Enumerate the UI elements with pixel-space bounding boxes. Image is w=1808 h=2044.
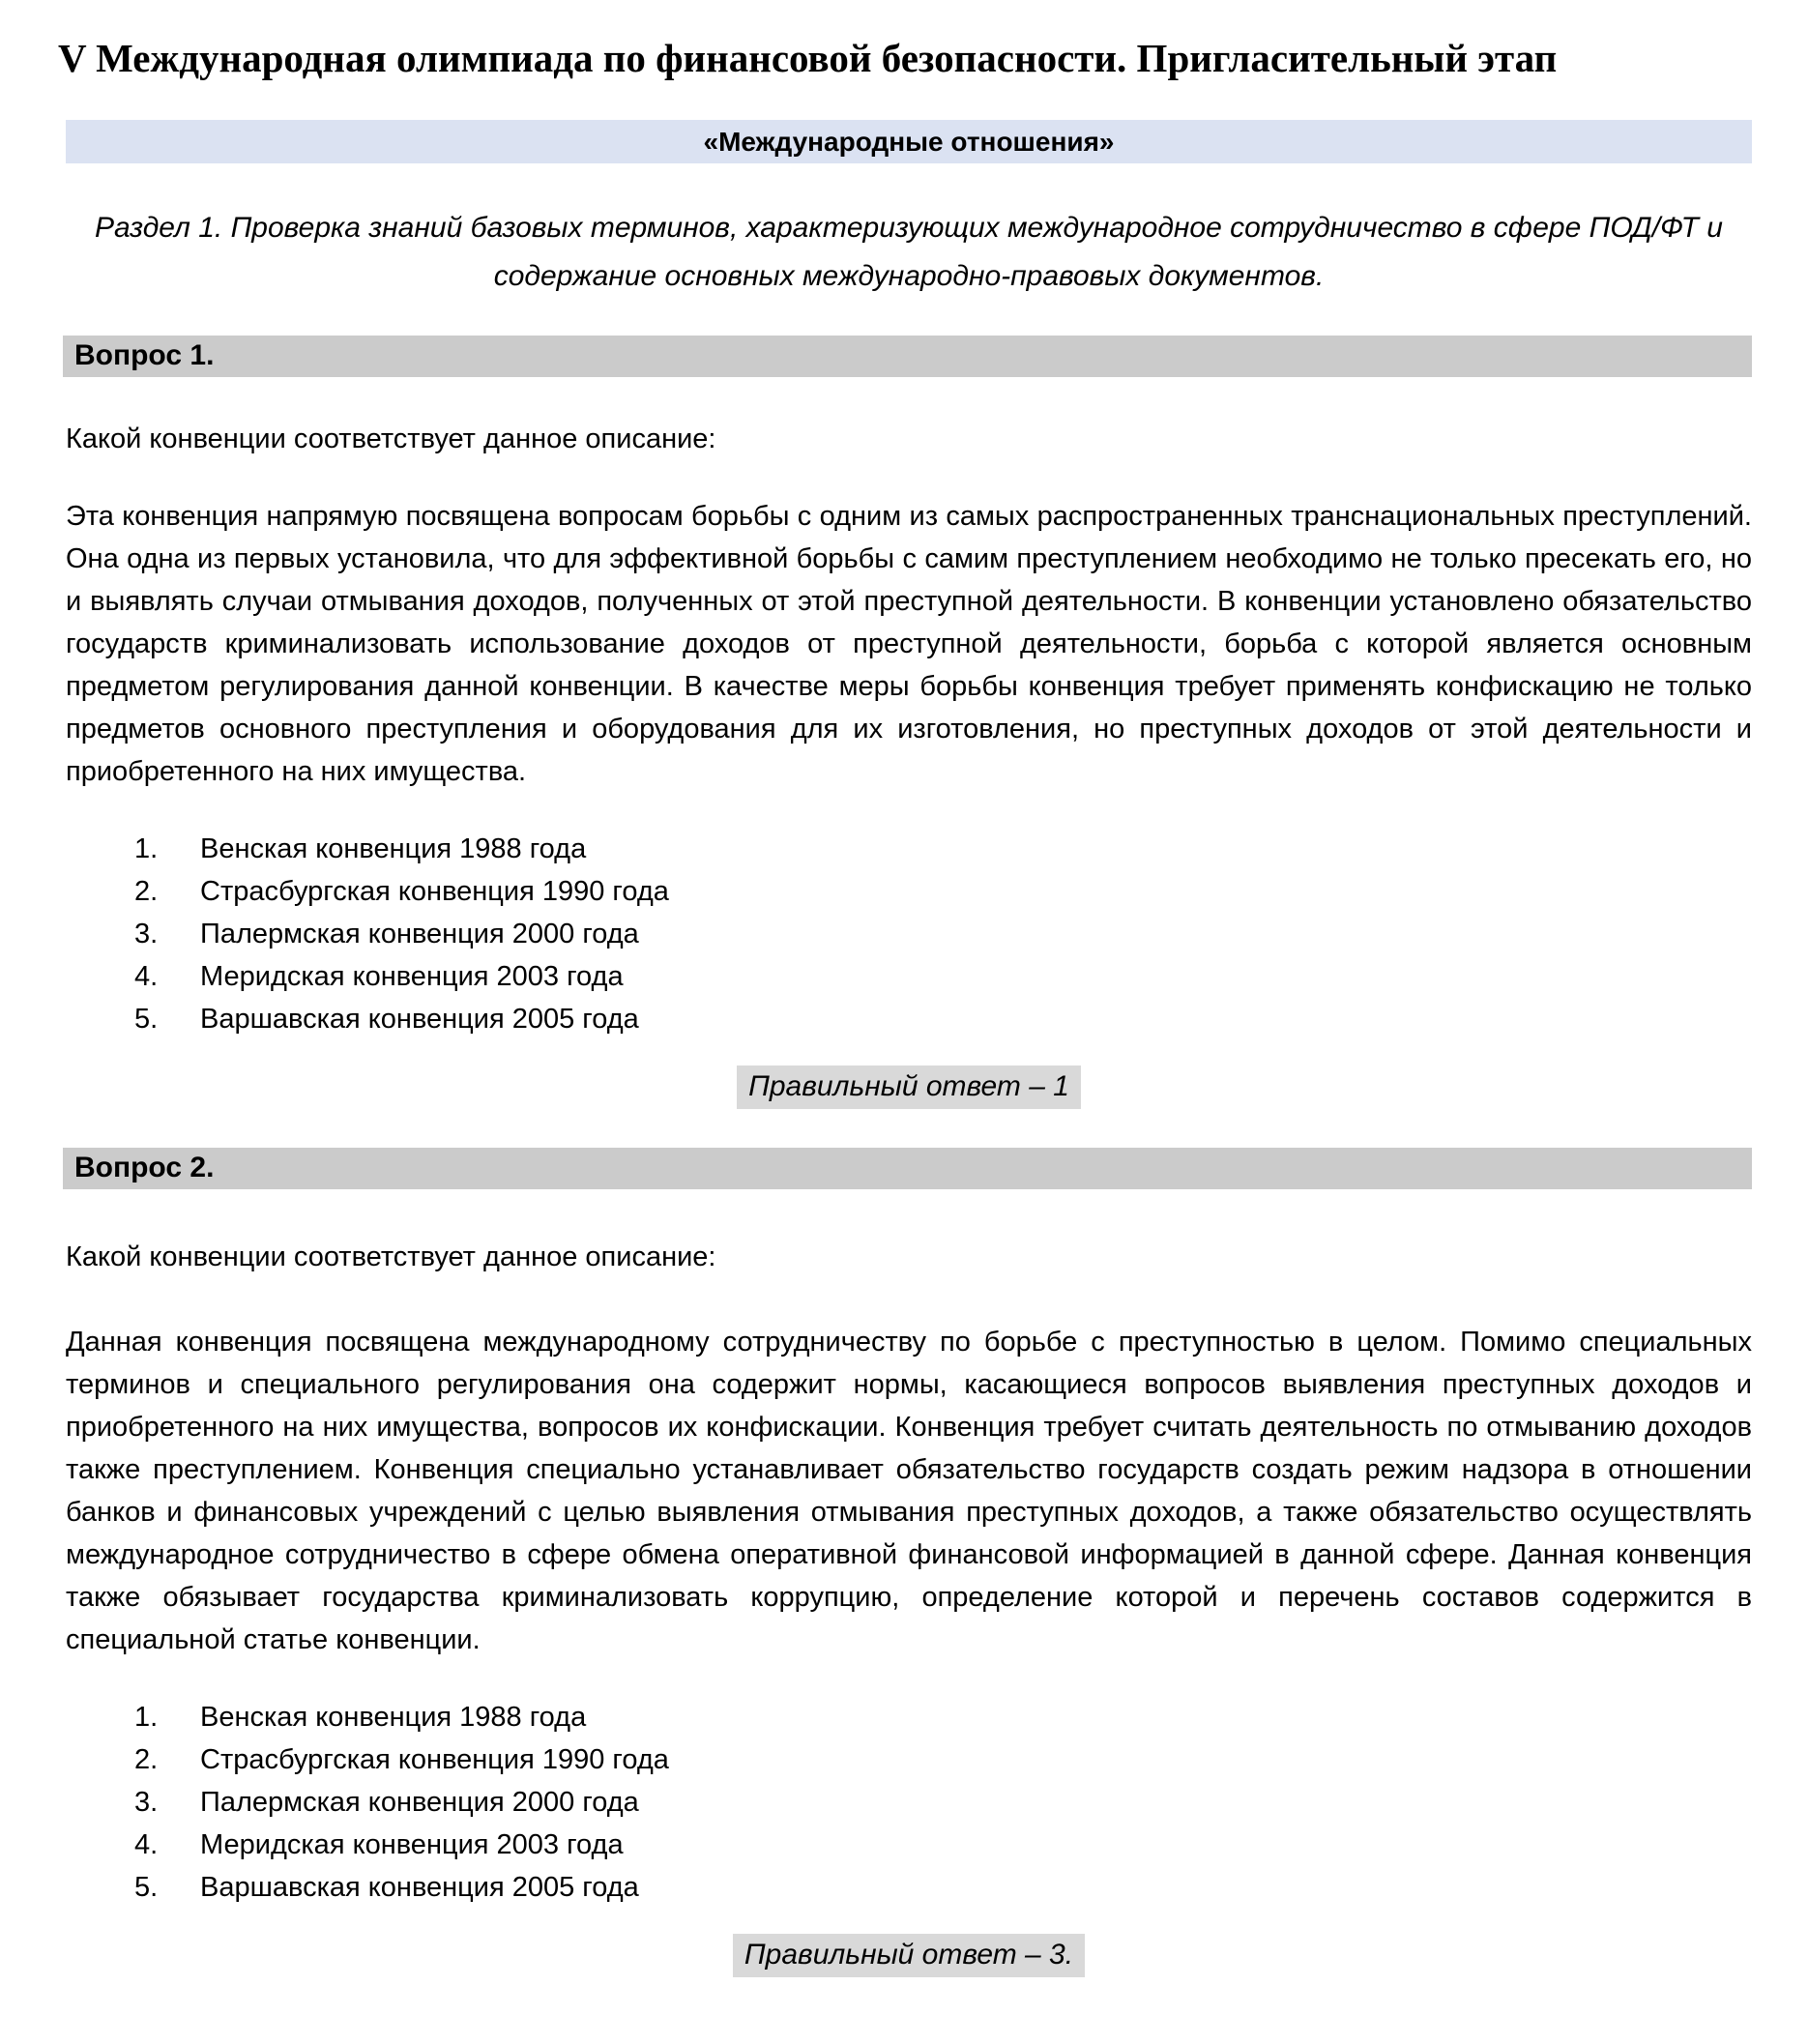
question-1-label: Вопрос 1. [74, 339, 215, 371]
option-label: Страсбургская конвенция 1990 года [200, 1744, 669, 1775]
option-label: Меридская конвенция 2003 года [200, 1829, 624, 1860]
option-item [134, 955, 1752, 998]
option-number [134, 1866, 200, 1909]
question-1-options-list [134, 828, 1752, 1040]
option-number [134, 1738, 200, 1781]
option-number [134, 828, 200, 870]
option-item [134, 1781, 1752, 1824]
correct-answer-badge: Правильный ответ – 1 [737, 1066, 1081, 1109]
option-number [134, 870, 200, 913]
section-heading: Раздел 1. Проверка знаний базовых терминов, характеризующих международное сотрудничество в сфере ПОД/ФТ и содержание основных международно-правовых документов. [95, 212, 1723, 292]
option-label: Палермская конвенция 2000 года [200, 1787, 639, 1818]
option-label: Венская конвенция 1988 года [200, 833, 587, 864]
option-number [134, 913, 200, 955]
option-number [134, 955, 200, 998]
question-2-answer-row [66, 1934, 1752, 1977]
option-item [134, 828, 1752, 870]
option-item [134, 870, 1752, 913]
question-2-section [66, 1148, 1752, 1977]
option-label: Варшавская конвенция 2005 года [200, 1872, 639, 1903]
option-number [134, 1824, 200, 1866]
option-label: Венская конвенция 1988 года [200, 1702, 587, 1733]
subject-banner [66, 120, 1752, 163]
option-item [134, 1738, 1752, 1781]
question-1-answer-row [66, 1066, 1752, 1109]
question-2-header-bar [63, 1148, 1752, 1189]
option-item [134, 1824, 1752, 1866]
question-1-header-bar [63, 336, 1752, 377]
option-label: Меридская конвенция 2003 года [200, 961, 624, 992]
question-2-description: Данная конвенция посвящена международному сотрудничеству по борьбе с преступностью в целом. Помимо специальных терминов и специального регулирования она содержит нормы, касающиеся вопросов выявления преступных доходов и приобретенного на них имущества, вопросов их конфискации. Конвенция требует считать деятельность по отмыванию доходов также преступлением. Конвенция специально устанавливает обязательство государств создать режим надзора в отношении банков и финансовых учреждений с целью выявления отмывания преступных доходов, а также обязательство осуществлять международное сотрудничество в сфере обмена оперативной финансовой информацией в данной сфере. Данная конвенция также обязывает государства криминализовать коррупцию, определение которой и перечень составов содержится в специальной статье конвенции. [66, 1327, 1752, 1655]
option-item [134, 1696, 1752, 1738]
option-number [134, 1696, 200, 1738]
option-item [134, 913, 1752, 955]
subject-banner-label: «Международные отношения» [703, 126, 1115, 157]
question-2-label: Вопрос 2. [74, 1152, 215, 1183]
option-label: Варшавская конвенция 2005 года [200, 1004, 639, 1035]
option-label: Страсбургская конвенция 1990 года [200, 876, 669, 907]
option-number [134, 1781, 200, 1824]
question-2-options-list [134, 1696, 1752, 1909]
option-number [134, 998, 200, 1040]
option-item [134, 998, 1752, 1040]
question-1-prompt: Какой конвенции соответствует данное описание: [66, 423, 716, 454]
page-title: V Международная олимпиада по финансовой безопасности. Пригласительный этап [58, 36, 1558, 80]
question-1-description: Эта конвенция напрямую посвящена вопросам борьбы с одним из самых распространенных транснациональных преступлений. Она одна из первых установила, что для эффективной борьбы с самим преступлением необходимо не только пресекать его, но и выявлять случаи отмывания доходов, полученных от этой преступной деятельности. В конвенции установлено обязательство государств криминализовать использование доходов от преступной деятельности, борьба с которой является основным предметом регулирования данной конвенции. В качестве меры борьбы конвенция требует применять конфискацию не только предметов основного преступления и оборудования для их изготовления, но преступных доходов от этой деятельности и приобретенного на них имущества. [66, 501, 1752, 787]
question-1-section [66, 336, 1752, 1109]
option-label: Палермская конвенция 2000 года [200, 919, 639, 949]
question-2-prompt: Какой конвенции соответствует данное описание: [66, 1241, 716, 1272]
option-item [134, 1866, 1752, 1909]
correct-answer-badge: Правильный ответ – 3. [733, 1934, 1085, 1977]
